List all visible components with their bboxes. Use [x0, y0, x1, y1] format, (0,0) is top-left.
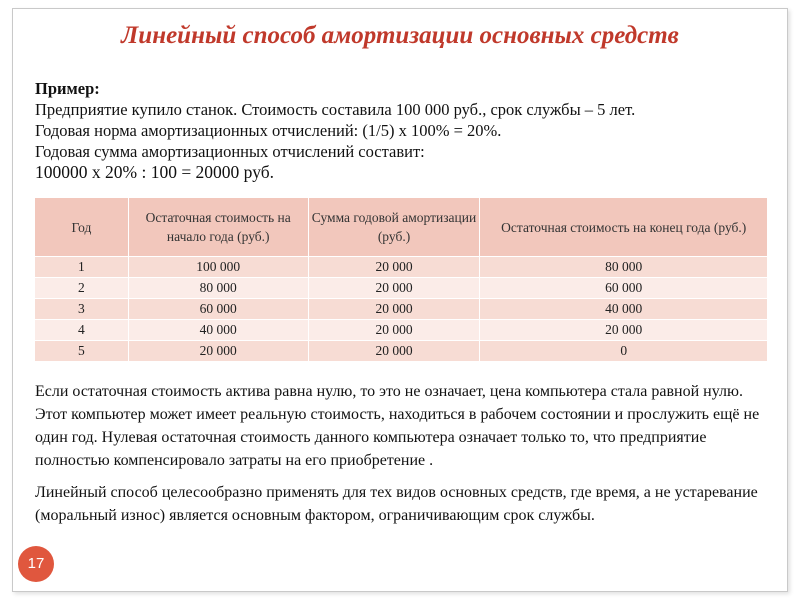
intro-line-1: Предприятие купило станок. Стоимость составила 100 000 руб., срок службы – 5 лет. [35, 100, 636, 119]
cell-end-value: 60 000 [480, 278, 768, 299]
cell-start-value: 40 000 [128, 320, 308, 341]
cell-start-value: 60 000 [128, 299, 308, 320]
header-year: Год [35, 198, 129, 257]
header-annual-depreciation: Сумма годовой амортизации (руб.) [308, 198, 480, 257]
table-row [35, 257, 768, 278]
cell-depreciation: 20 000 [308, 299, 480, 320]
header-start-value: Остаточная стоимость на начало года (руб.) [128, 198, 308, 257]
page-number-badge: 17 [18, 546, 54, 582]
table-row [35, 278, 768, 299]
cell-depreciation: 20 000 [308, 257, 480, 278]
cell-start-value: 20 000 [128, 341, 308, 362]
cell-start-value: 80 000 [128, 278, 308, 299]
cell-depreciation: 20 000 [308, 320, 480, 341]
cell-end-value: 0 [480, 341, 768, 362]
table-row [35, 341, 768, 362]
intro-line-2: Годовая норма амортизационных отчислений: (1/5) х 100% = 20%. [35, 121, 502, 140]
intro-line-4: 100000 х 20% : 100 = 20000 руб. [35, 162, 275, 182]
conclusion-paragraph: Линейный способ целесообразно применять для тех видов основных средств, где время, а не устаревание (моральный износ) является основным фактором, ограничивающим срок службы. [35, 484, 758, 524]
table-row [35, 299, 768, 320]
example-label: Пример: [35, 79, 100, 98]
cell-year: 2 [35, 278, 129, 299]
cell-end-value: 20 000 [480, 320, 768, 341]
table-header-row [35, 198, 768, 257]
cell-year: 3 [35, 299, 129, 320]
slide-title: Линейный способ амортизации основных средств [121, 22, 679, 49]
cell-start-value: 100 000 [128, 257, 308, 278]
cell-depreciation: 20 000 [308, 278, 480, 299]
cell-year: 1 [35, 257, 129, 278]
cell-year: 5 [35, 341, 129, 362]
table-row [35, 320, 768, 341]
depreciation-table [34, 197, 768, 362]
cell-depreciation: 20 000 [308, 341, 480, 362]
cell-year: 4 [35, 320, 129, 341]
intro-block [35, 78, 775, 183]
header-end-value: Остаточная стоимость на конец года (руб.) [480, 198, 768, 257]
explanation-paragraph: Если остаточная стоимость актива равна нулю, то это не означает, цена компьютера стала равной нулю. Этот компьютер может имеет реальную стоимость, находиться в рабочем состоянии и прослужить ещё не один год. Нулевая остаточная стоимость данного компьютера означает только то, что предприятие полностью компенсировало затраты на его приобретение . [35, 383, 760, 469]
cell-end-value: 40 000 [480, 299, 768, 320]
intro-line-3: Годовая сумма амортизационных отчислений составит: [35, 142, 425, 161]
cell-end-value: 80 000 [480, 257, 768, 278]
